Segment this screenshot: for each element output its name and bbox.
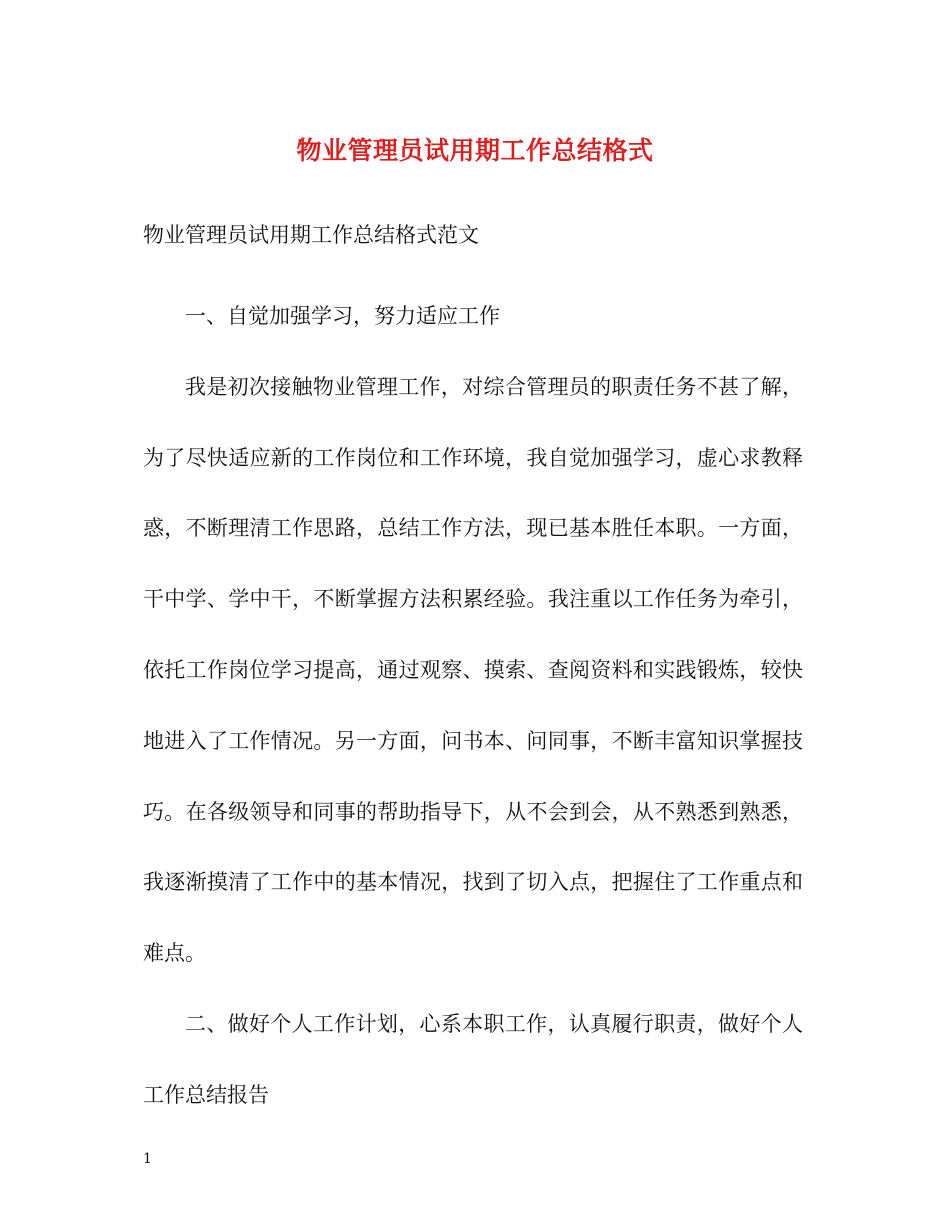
document-title: 物业管理员试用期工作总结格式: [296, 136, 654, 165]
document-subtitle: 物业管理员试用期工作总结格式范文: [143, 223, 479, 247]
page-number: 1: [143, 1151, 152, 1167]
section-heading-1: 一、自觉加强学习，努力适应工作: [185, 304, 500, 328]
body-paragraph: 我是初次接触物业管理工作，对综合管理员的职责任务不甚了解，为了尽快适应新的工作岗位和工作环境，我自觉加强学习，虚心求教释惑，不断理清工作思路，总结工作方法，现已基本胜任本职。一方面，干中学、学中干，不断掌握方法积累经验。我注重以工作任务为牵引，依托工作岗位学习提高，通过观察、摸索、查阅资料和实践锻炼，较快地进入了工作情况。另一方面，问书本、问同事，不断丰富知识掌握技巧。在各级领导和同事的帮助指导下，从不会到会，从不熟悉到熟悉，我逐渐摸清了工作中的基本情况，找到了切入点，把握住了工作重点和难点。: [143, 374, 803, 966]
section-heading-2: 二、做好个人工作计划，心系本职工作，认真履行职责，做好个人工作总结报告: [143, 1011, 803, 1107]
document-body: [143, 281, 803, 1131]
